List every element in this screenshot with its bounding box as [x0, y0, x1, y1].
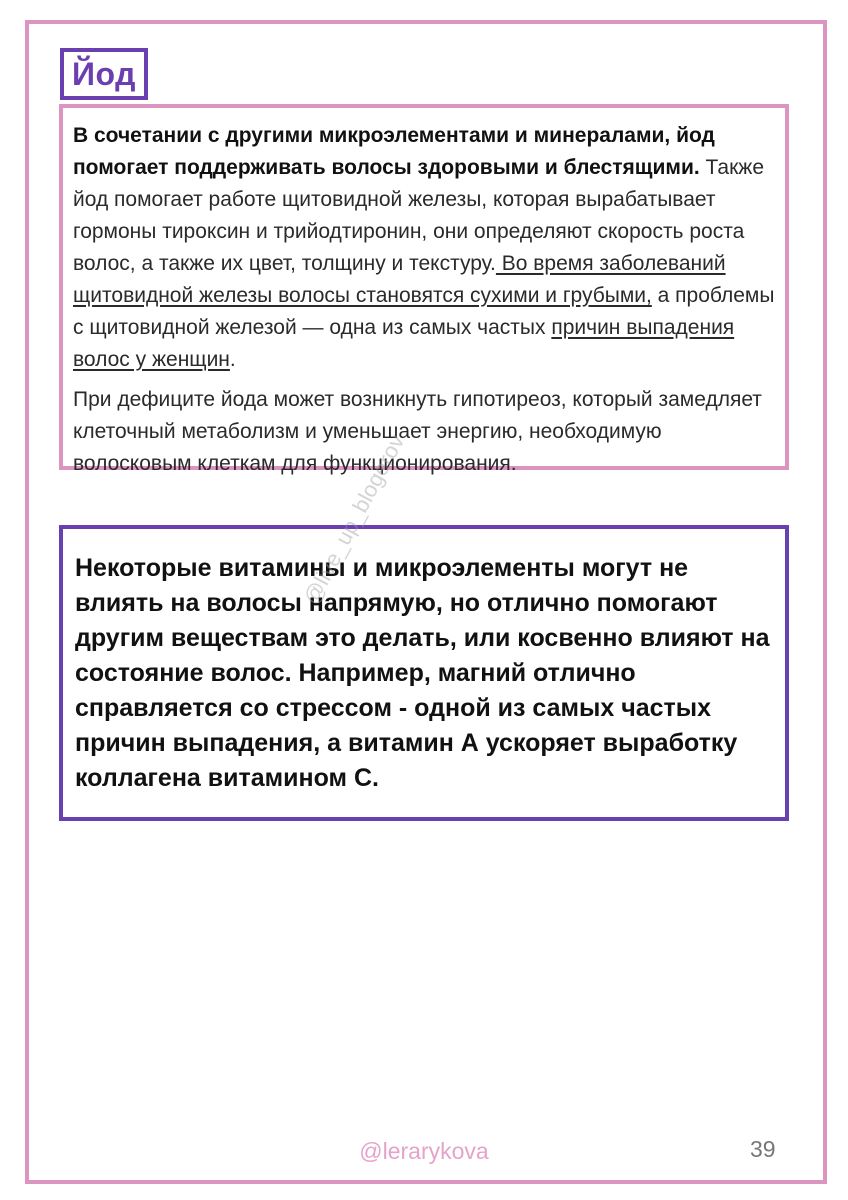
page-number: 39	[750, 1136, 776, 1162]
iodine-underlined-1: Во время заболеваний щитовидной железы волосы становятся сухими и грубыми,	[73, 252, 726, 307]
iodine-text-3: .	[229, 348, 236, 371]
iodine-text-2: а проблемы с щитовидной железой — одна из самых частых	[73, 284, 775, 339]
iodine-paragraph-2: При дефиците йода может возникнуть гипотиреоз, который замедляет клеточный метаболизм и уменьшает энергию, необходимую волосковым клеткам для функционирования.	[73, 388, 762, 475]
vitamins-note-text: Некоторые витамины и микроэлементы могут не влиять на волосы напрямую, но отлично помогают другим веществам это делать, или косвенно влияют на состояние волос. Например, магний отлично справляется со стрессом - одной из самых частых причин выпадения, а витамин А ускоряет выработку коллагена витамином С.	[75, 554, 770, 792]
iodine-lead-text: В сочетании с другими микроэлементами и минералами, йод помогает поддерживать волосы здоровыми и блестящими.	[73, 124, 715, 179]
section-title: Йод	[60, 48, 148, 100]
iodine-text-1: Также йод помогает работе щитовидной железы, которая вырабатывает гормоны тироксин и трийодтиронин, они определяют скорость роста волос, а также их цвет, толщину и текстуру.	[73, 156, 765, 275]
watermark: @live_up_blogerov	[298, 430, 410, 609]
iodine-paragraph-1	[73, 120, 775, 376]
footer-handle: @lerarykova	[359, 1138, 489, 1164]
hair-loss-causes-link[interactable]: причин выпадения волос у женщин	[73, 316, 735, 371]
vitamins-note-box	[59, 525, 789, 821]
iodine-info-box	[59, 104, 789, 475]
